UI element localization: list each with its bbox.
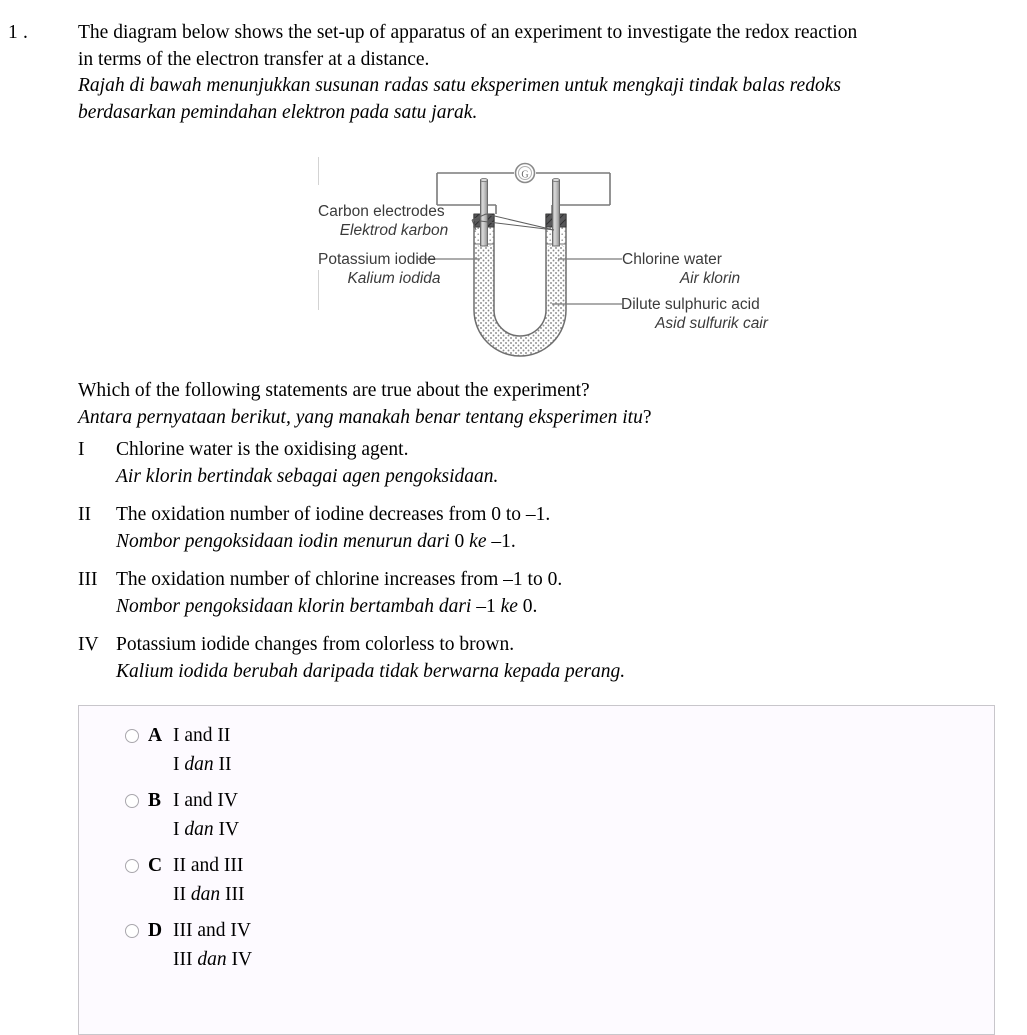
svg-text:G: G xyxy=(521,169,529,181)
option-c-ms-first: II xyxy=(173,884,191,905)
option-d-en: III and IV xyxy=(173,920,251,941)
option-d-ms-dan: dan xyxy=(197,949,227,970)
option-text-a xyxy=(168,721,232,779)
experiment-diagram xyxy=(300,152,820,357)
option-a-en: I and II xyxy=(173,725,231,746)
option-b-ms-first: I xyxy=(173,819,185,840)
radio-button-c[interactable] xyxy=(125,859,139,873)
option-a-ms-first: I xyxy=(173,754,185,775)
option-d-ms-last: IV xyxy=(226,949,253,970)
option-b-ms-dan: dan xyxy=(184,819,214,840)
option-a[interactable] xyxy=(125,721,252,779)
diagram-label-chlorine-water: Chlorine water xyxy=(622,251,722,268)
diagram-label-chlorine-water-ms: Air klorin xyxy=(679,270,741,287)
option-c-en: II and III xyxy=(173,855,244,876)
option-letter-a: A xyxy=(148,725,163,746)
options-list xyxy=(125,721,252,981)
statement-numeral: III xyxy=(78,569,98,590)
option-a-ms-last: II xyxy=(213,754,232,775)
sub-question-ms xyxy=(78,405,1008,432)
option-c-ms-dan: dan xyxy=(190,884,221,905)
statement-numeral: IV xyxy=(78,634,99,655)
stem-ms-line2: berdasarkan pemindahan elektron pada satu jarak. xyxy=(78,101,478,123)
statement-en: Potassium iodide changes from colorless to brown. xyxy=(116,634,515,655)
option-d-ms-first: III xyxy=(173,949,198,970)
question-number: 1 . xyxy=(8,22,29,43)
carbon-electrodes-en: Carbon electrodes xyxy=(318,203,445,220)
statement-item xyxy=(78,632,1008,685)
carbon-electrode-left xyxy=(481,178,488,246)
option-a-ms-dan: dan xyxy=(184,754,214,775)
diagram-label-sulphuric-acid: Dilute sulphuric acid xyxy=(621,296,760,313)
option-text-b xyxy=(168,786,239,844)
statement-item xyxy=(78,502,1008,555)
stem-en-line1: The diagram below shows the set-up of apparatus of an experiment to investigate the redox reaction xyxy=(78,22,858,43)
radio-button-d[interactable] xyxy=(125,924,139,938)
diagram-label-potassium-iodide-ms: Kalium iodida xyxy=(347,270,441,287)
option-text-c xyxy=(168,851,244,909)
statement-en: Chlorine water is the oxidising agent. xyxy=(116,439,409,460)
option-b-en: I and IV xyxy=(173,790,238,811)
diagram-label-sulphuric-acid-ms: Asid sulfurik cair xyxy=(655,315,768,332)
question-stem xyxy=(78,20,1008,126)
statement-en: The oxidation number of chlorine increases from –1 to 0. xyxy=(116,569,563,590)
radio-button-a[interactable] xyxy=(125,729,139,743)
statement-ms: Nombor pengoksidaan iodin menurun dari 0 ke –1. xyxy=(116,530,516,552)
diagram-label-carbon-electrodes-ms: Elektrod karbon xyxy=(339,222,449,239)
option-b-ms-last: IV xyxy=(213,819,240,840)
statement-numeral: II xyxy=(78,504,91,525)
radio-button-b[interactable] xyxy=(125,794,139,808)
option-letter-d: D xyxy=(148,920,163,941)
option-letter-c: C xyxy=(148,855,163,876)
statement-ms: Nombor pengoksidaan klorin bertambah dari –1 ke 0. xyxy=(116,595,538,617)
stem-ms-line1: Rajah di bawah menunjukkan susunan radas satu eksperimen untuk mengkaji tindak balas redoks xyxy=(78,75,841,96)
option-text-d xyxy=(168,916,252,974)
option-b[interactable] xyxy=(125,786,252,844)
statement-item xyxy=(78,437,1008,490)
option-letter-b: B xyxy=(148,790,162,811)
carbon-electrode-right xyxy=(553,178,560,246)
sub-question-ms-text: Antara pernyataan berikut, yang manakah benar tentang eksperimen itu xyxy=(78,406,643,428)
sub-question-en: Which of the following statements are true about the experiment? xyxy=(78,380,590,401)
statement-ms: Air klorin bertindak sebagai agen pengoksidaan. xyxy=(116,465,499,487)
stem-en-line2: in terms of the electron transfer at a distance. xyxy=(78,48,430,70)
sub-question-ms-mark: ? xyxy=(642,406,652,428)
option-c-ms-last: III xyxy=(220,884,245,905)
statement-en: The oxidation number of iodine decreases from 0 to –1. xyxy=(116,504,551,525)
option-c[interactable] xyxy=(125,851,252,909)
diagram-label-potassium-iodide: Potassium iodide xyxy=(318,251,437,268)
option-d[interactable] xyxy=(125,916,252,974)
answer-options-panel xyxy=(78,705,995,1035)
sub-question xyxy=(78,378,1008,431)
statement-item xyxy=(78,567,1008,620)
diagram-label-carbon-electrodes xyxy=(318,202,445,221)
statement-list xyxy=(78,437,1008,697)
statement-numeral: I xyxy=(78,439,85,460)
galvanometer-icon xyxy=(516,164,535,183)
statement-ms: Kalium iodida berubah daripada tidak berwarna kepada perang. xyxy=(116,660,626,682)
